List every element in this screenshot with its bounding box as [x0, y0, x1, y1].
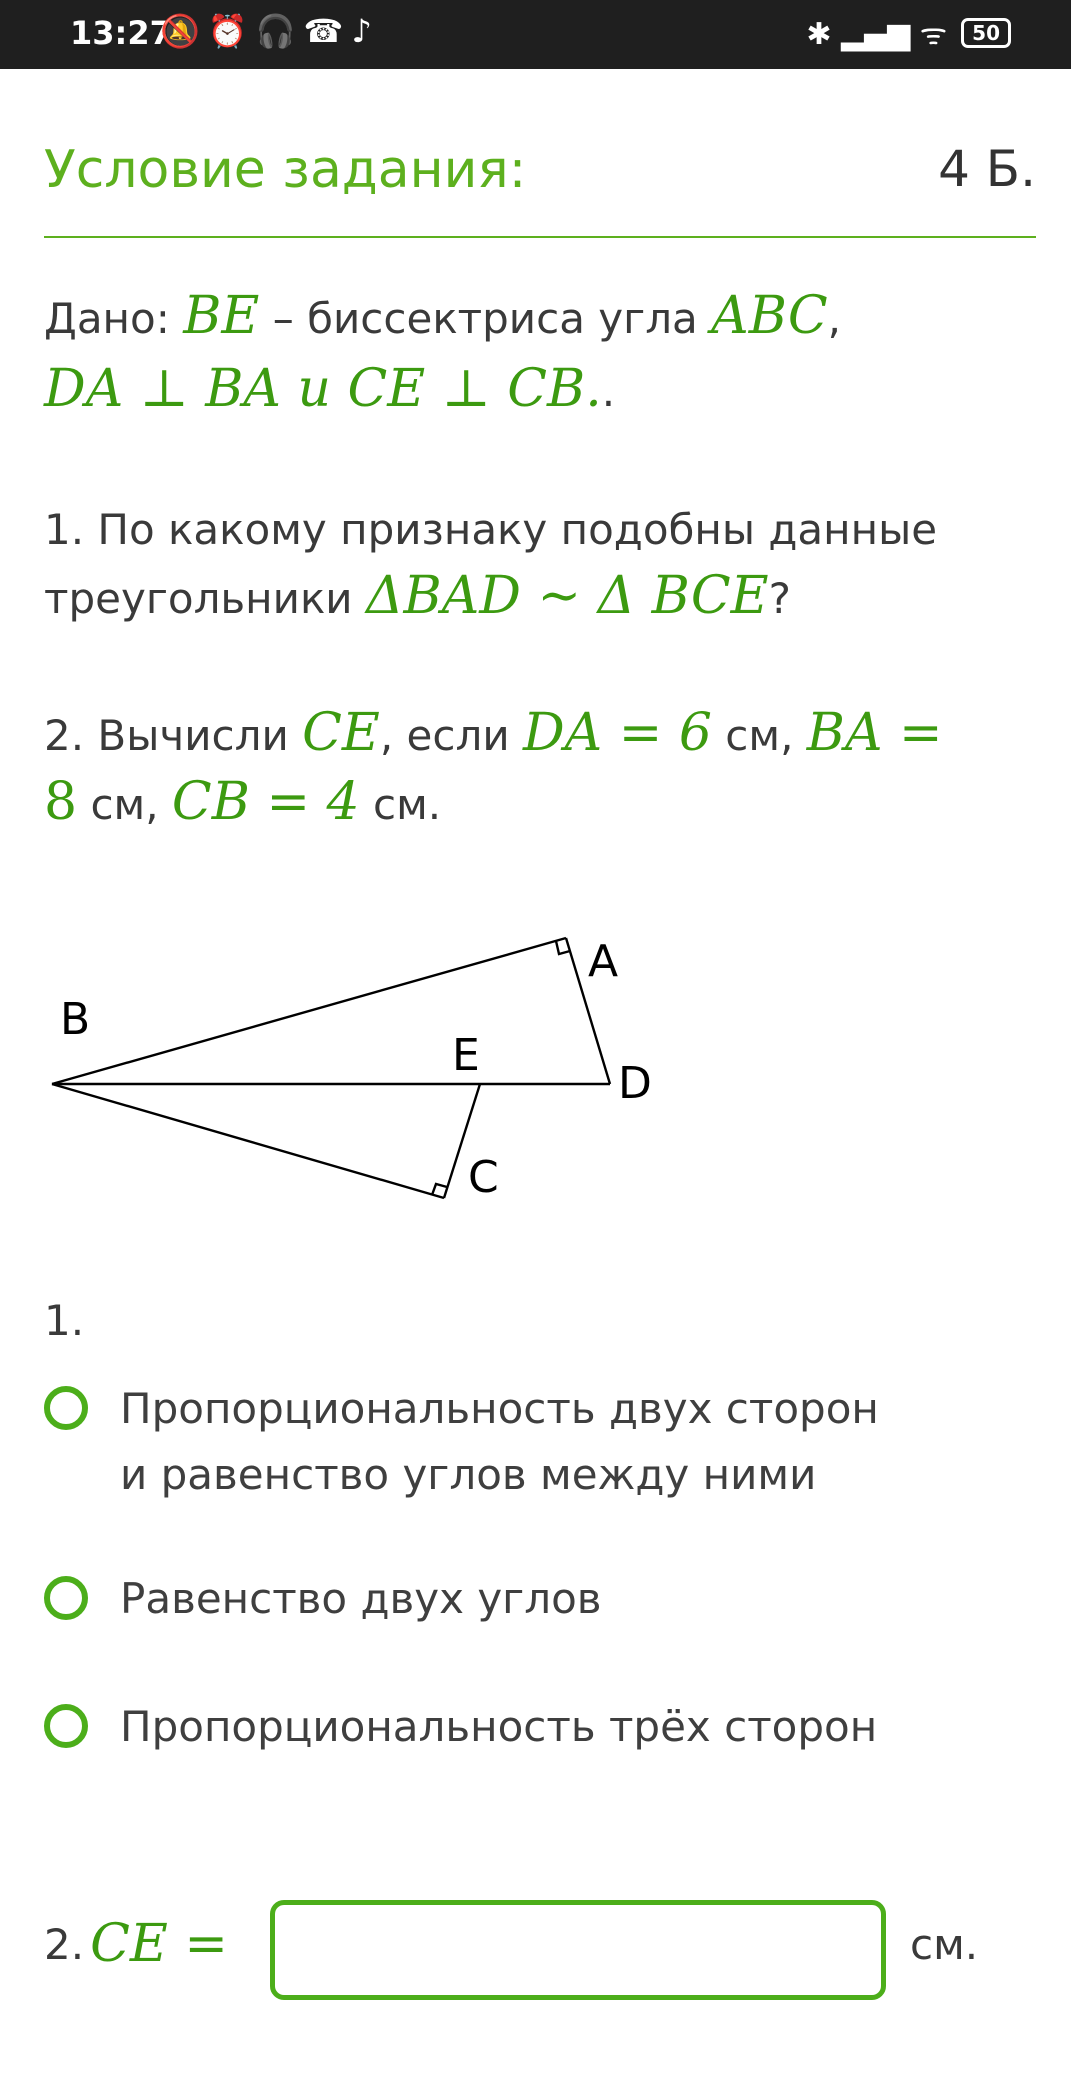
math-cb: CB = 4	[171, 772, 360, 832]
battery-icon: 50	[961, 18, 1011, 48]
question-text: см,	[77, 780, 172, 829]
label-b: B	[60, 994, 91, 1045]
triangle-diagram	[40, 910, 680, 1210]
question-text: , если	[379, 711, 523, 760]
status-time: 13:27	[70, 14, 172, 52]
option-two-sides-angle[interactable]	[44, 1376, 880, 1508]
option-label: Пропорциональность трёх сторон	[120, 1702, 878, 1751]
points-badge: 4 Б.	[938, 140, 1036, 198]
label-e: E	[452, 1030, 480, 1081]
question-text: 2. Вычисли	[44, 711, 303, 760]
option-two-angles[interactable]	[44, 1566, 880, 1632]
notification-icons: 🔕⏰🎧☎♪	[160, 12, 380, 50]
status-bar	[0, 0, 1071, 69]
segment-bc	[52, 1084, 444, 1198]
answer-2-label: 2.	[44, 1919, 85, 1969]
label-c: C	[468, 1152, 499, 1203]
radio-button[interactable]	[44, 1386, 88, 1430]
answer-2-row	[44, 1914, 228, 1974]
math-ce: CE	[302, 703, 380, 763]
question-text: ?	[768, 574, 791, 623]
option-three-sides[interactable]	[44, 1694, 880, 1760]
label-a: A	[588, 936, 619, 987]
given-text: .	[601, 367, 616, 416]
given-line-1	[44, 283, 841, 352]
question-1	[44, 497, 937, 632]
given-text: Дано:	[44, 294, 184, 343]
question-2-line-1	[44, 700, 943, 769]
unit-label: см.	[910, 1920, 979, 1969]
math-triangles: ΔBAD ∼ Δ BCE	[365, 566, 769, 626]
question-2	[44, 700, 943, 838]
question-text: см,	[711, 711, 807, 760]
option-label: Пропорциональность двух сторон и равенство углов между ними	[120, 1384, 879, 1499]
math-perpendiculars: DA ⊥ BA и CE ⊥ CB.	[44, 359, 602, 419]
question-1-line-2	[44, 563, 937, 632]
question-2-line-2	[44, 769, 943, 838]
given-text: – биссектриса угла	[259, 294, 712, 343]
question-text: см.	[359, 780, 442, 829]
math-abc: ABC	[711, 286, 828, 346]
math-ce-equals: CE =	[90, 1914, 228, 1974]
math-eight: 8	[44, 772, 78, 832]
signal-icons: ✱ ▂▄▆ ᯤ	[806, 17, 948, 52]
answer-1-label: 1.	[44, 1296, 85, 1345]
math-da: DA = 6	[522, 703, 712, 763]
ce-answer-input[interactable]	[270, 1900, 886, 2000]
question-text: треугольники	[44, 574, 366, 623]
given-text: ,	[827, 294, 842, 343]
system-icons	[806, 12, 1011, 53]
radio-button[interactable]	[44, 1704, 88, 1748]
task-header	[44, 140, 1036, 238]
option-label: Равенство двух углов	[120, 1574, 602, 1623]
math-ba: BA =	[806, 703, 943, 763]
math-be: BE	[183, 286, 260, 346]
segment-ba	[52, 938, 566, 1084]
given-line-2	[44, 356, 615, 425]
question-1-line-1: 1. По какому признаку подобны данные	[44, 505, 938, 554]
page-title: Условие задания:	[44, 140, 527, 200]
label-d: D	[618, 1058, 652, 1109]
radio-button[interactable]	[44, 1576, 88, 1620]
